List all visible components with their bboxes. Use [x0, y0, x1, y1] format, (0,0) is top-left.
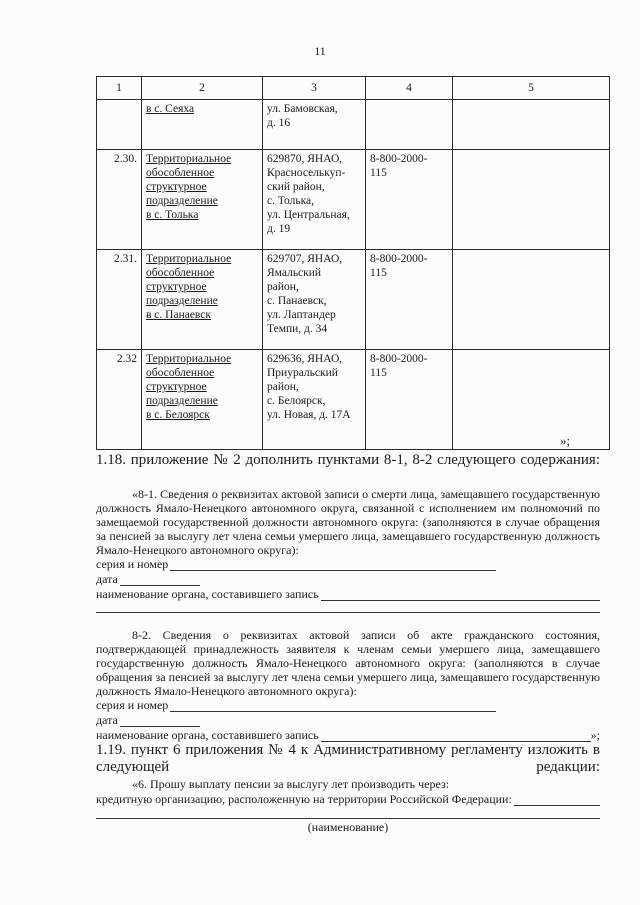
branch-address-line: ул. Центральная, — [267, 209, 350, 221]
extra-cell — [453, 350, 610, 450]
row-number: 2.32 — [116, 353, 137, 365]
branch-address-line: Темпи, д. 34 — [267, 323, 328, 335]
branch-name-line: обособленное — [146, 367, 215, 379]
branch-phone-line: 115 — [370, 367, 387, 379]
organ-label: наименование органа, составившего запись — [96, 728, 319, 742]
branch-phone-cell — [366, 250, 453, 350]
branch-name-line: структурное — [146, 381, 207, 393]
branch-address-line: Ямальский — [267, 267, 322, 279]
branch-phone-cell — [366, 100, 453, 150]
branch-address-cell — [263, 350, 366, 450]
branch-name-line: подразделение — [146, 295, 218, 307]
branch-name-line: обособленное — [146, 167, 215, 179]
header-col-5: 5 — [453, 77, 610, 100]
branch-name-line: в с. Толька — [146, 209, 199, 221]
branch-name-line: обособленное — [146, 267, 215, 279]
credit-org-field — [96, 792, 600, 806]
close-quote-8-2: »; — [590, 728, 600, 742]
branch-name-line: подразделение — [146, 195, 218, 207]
table-header-row — [97, 77, 610, 100]
branch-phone-line: 115 — [370, 267, 387, 279]
name-caption: (наименование) — [307, 820, 389, 834]
table-row — [97, 100, 610, 150]
header-col-1: 1 — [97, 77, 142, 100]
row-number-cell — [97, 250, 142, 350]
branch-address-line: район, — [267, 281, 299, 293]
extra-cell — [453, 250, 610, 350]
branch-address-line: район, — [267, 381, 299, 393]
branch-address-line: ский район, — [267, 181, 325, 193]
page-number: 11 — [314, 44, 326, 58]
header-col-4: 4 — [366, 77, 453, 100]
branch-address-cell — [263, 250, 366, 350]
table-row — [97, 150, 610, 250]
branch-address-line: Приуральский — [267, 367, 338, 379]
branch-address-cell — [263, 100, 366, 150]
table-row — [97, 350, 610, 450]
branch-address-line: ул. Лаптандер — [267, 309, 336, 321]
branch-address-line: с. Панаевск, — [267, 295, 327, 307]
organ-line-2 — [96, 602, 600, 613]
item-1-18-heading: 1.18. приложение № 2 дополнить пунктами 8-1, 8-2 следующего содержания: — [96, 452, 600, 468]
credit-org-line — [514, 794, 600, 806]
branch-name-line: Территориальное — [146, 153, 232, 165]
branch-phone-line: 115 — [370, 167, 387, 179]
branch-name-line: Территориальное — [146, 353, 232, 365]
branch-name-line: Территориальное — [146, 253, 232, 265]
date-line — [120, 715, 200, 727]
header-col-2: 2 — [142, 77, 263, 100]
branch-address-line: ул. Бамовская, — [267, 103, 338, 115]
organ-line — [321, 589, 600, 601]
branch-name-cell — [142, 250, 263, 350]
row-number: 2.30. — [114, 153, 137, 165]
date-line — [120, 574, 200, 586]
paragraph-8-2: 8-2. Сведения о реквизитах актовой записи об акте гражданского состояния, подтверждающей принадлежность заявителя к членам семьи умершего лица, замещавшего государственную должность Ямало-Ненецкого автономного округа: (заполняются в случае обращения за пенсией за выслугу лет члена семьи умершего лица, замещавшего государственную должность Ямало-Ненецкого автономного округа): — [96, 628, 600, 698]
branch-phone-cell — [366, 150, 453, 250]
series-number-label: серия и номер — [96, 698, 169, 712]
series-number-line — [170, 700, 496, 712]
organ-line — [321, 730, 591, 742]
series-number-field-1 — [96, 557, 496, 571]
branch-name-line: в с. Сеяха — [146, 103, 195, 115]
series-number-label: серия и номер — [96, 557, 169, 571]
row-number-cell — [97, 350, 142, 450]
date-label: дата — [96, 713, 118, 727]
branch-name-line: подразделение — [146, 395, 218, 407]
branch-name-line: в с. Белоярск — [146, 409, 210, 421]
branch-address-line: д. 19 — [267, 223, 291, 235]
item-1-19-heading: 1.19. пункт 6 приложения № 4 к Административному регламенту изложить в следующей редакции: — [96, 742, 600, 775]
extra-cell — [453, 150, 610, 250]
date-label: дата — [96, 572, 118, 586]
series-number-line — [170, 559, 496, 571]
organ-field-2 — [96, 728, 600, 742]
branch-address-line: с. Белоярск, — [267, 395, 326, 407]
branch-address-line: д. 16 — [267, 117, 291, 129]
branch-address-line: с. Толька, — [267, 195, 314, 207]
branch-name-line: структурное — [146, 181, 207, 193]
branch-name-cell — [142, 350, 263, 450]
credit-org-label: кредитную организацию, расположенную на территории Российской Федерации: — [96, 792, 512, 806]
header-col-3: 3 — [263, 77, 366, 100]
branch-name-cell — [142, 150, 263, 250]
branch-address-line: 629636, ЯНАО, — [267, 353, 343, 365]
branch-name-line: в с. Панаевск — [146, 309, 211, 321]
branch-address-line: 629707, ЯНАО, — [267, 253, 343, 265]
branch-phone-line: 8-800-2000- — [370, 153, 428, 165]
branch-address-line: ул. Новая, д. 17А — [267, 409, 351, 421]
series-number-field-2 — [96, 698, 496, 712]
table-close-quote: »; — [560, 433, 571, 448]
paragraph-8-1: «8-1. Сведения о реквизитах актовой записи о смерти лица, замещавшего государственную должность Ямало-Ненецкого автономного округа, связанной с исполнением им полномочий по замещаемой государственной должности автономного округа: (заполняются в случае обращения за пенсией за выслугу лет члена семьи умершего лица, замещавшего государственную должность Ямало-Ненецкого автономного округа): — [96, 487, 600, 557]
row-number-cell — [97, 100, 142, 150]
organ-field-1 — [96, 587, 600, 601]
branch-address-line: 629870, ЯНАО, — [267, 153, 343, 165]
organ-label: наименование органа, составившего запись — [96, 587, 319, 601]
credit-org-line-2 — [96, 808, 600, 819]
branch-phone-line: 8-800-2000- — [370, 353, 428, 365]
date-field-1 — [96, 572, 200, 586]
paragraph-6: «6. Прошу выплату пенсии за выслугу лет производить через: — [132, 777, 450, 791]
extra-cell — [453, 100, 610, 150]
branch-phone-cell — [366, 350, 453, 450]
branch-name-cell — [142, 100, 263, 150]
branches-table — [96, 76, 610, 450]
table-row — [97, 250, 610, 350]
row-number-cell — [97, 150, 142, 250]
branch-address-cell — [263, 150, 366, 250]
branch-name-line: структурное — [146, 281, 207, 293]
row-number: 2.31. — [114, 253, 137, 265]
date-field-2 — [96, 713, 200, 727]
branch-address-line: Красноселькуп- — [267, 167, 346, 179]
branch-phone-line: 8-800-2000- — [370, 253, 428, 265]
